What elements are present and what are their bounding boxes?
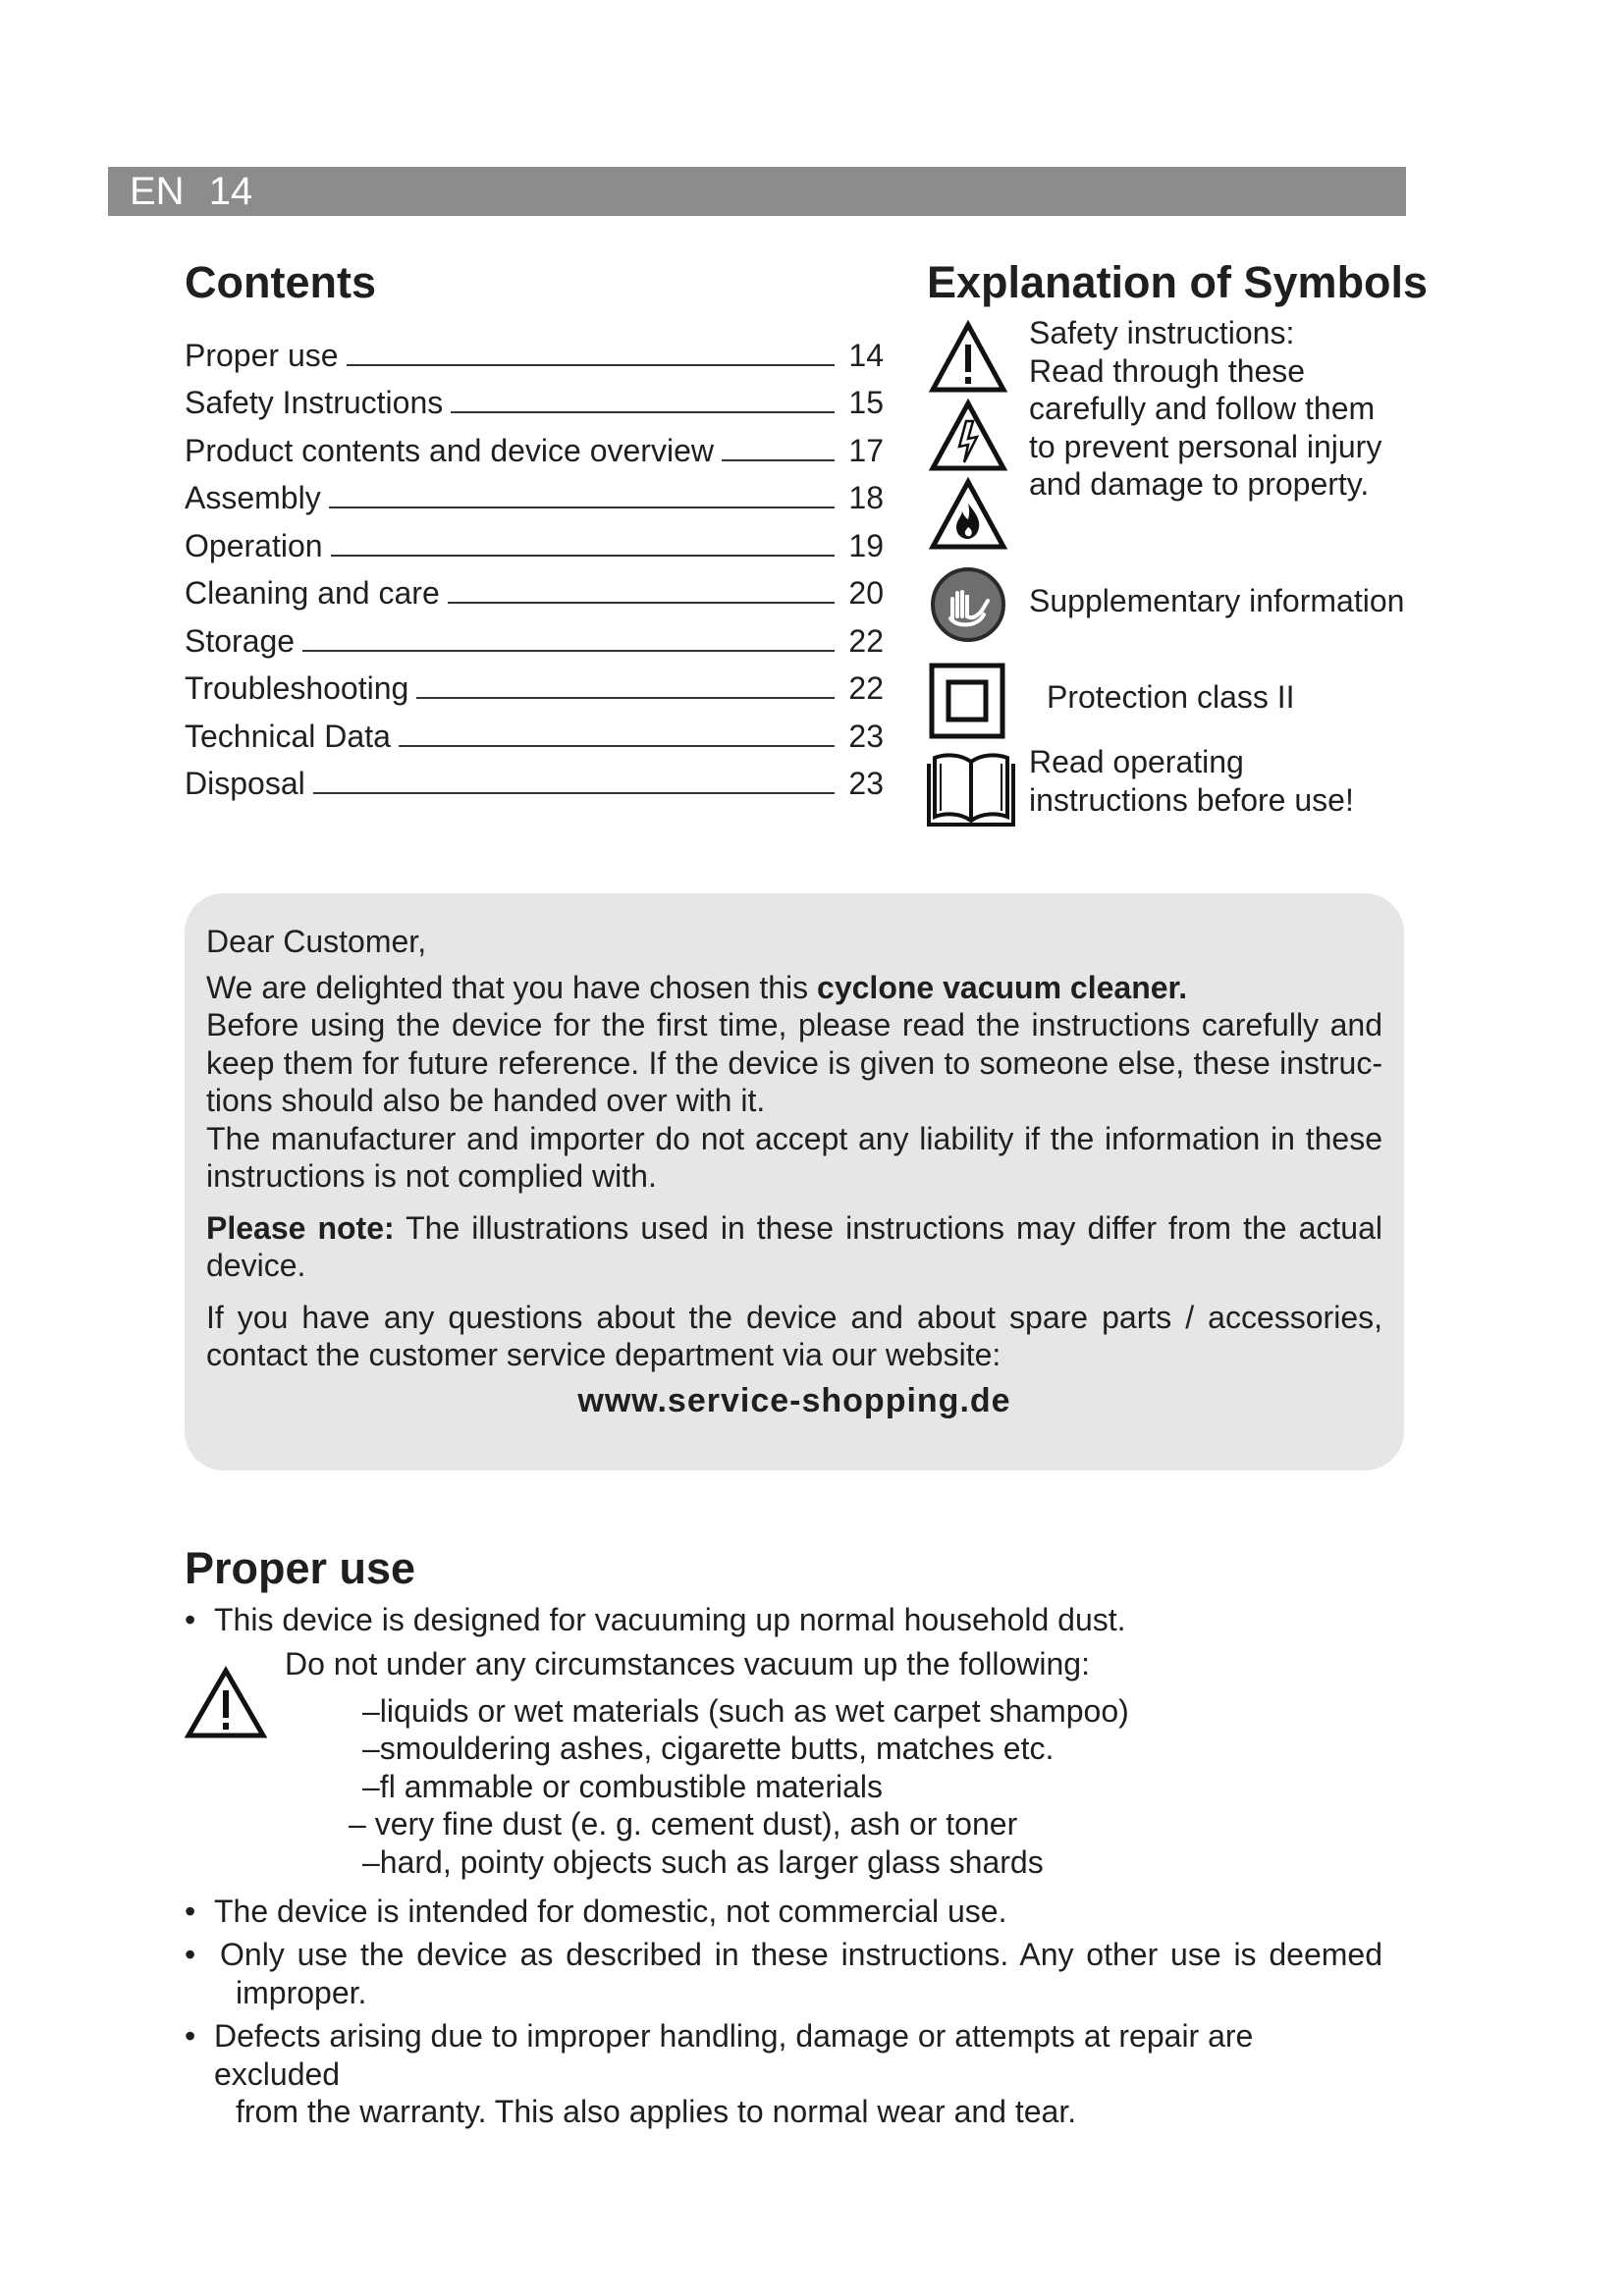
toc-item[interactable]: Assembly 18 (185, 480, 884, 515)
contents-title: Contents (185, 257, 376, 307)
toc-item[interactable]: Operation 19 (185, 527, 884, 563)
list-item: – very fine dust (e. g. cement dust), ash or toner (349, 1806, 1018, 1842)
toc-item[interactable]: Safety Instructions 15 (185, 385, 884, 420)
leader-line (313, 792, 835, 794)
warning-list (327, 1692, 1129, 1882)
please-note-paragraph: Please note: The illustrations used in these instructions may differ from the actual device. (206, 1209, 1383, 1283)
leader-line (329, 507, 835, 508)
intro-paragraph: We are delighted that you have chosen this cyclone vacuum cleaner. (206, 969, 1188, 1005)
leader-line (399, 745, 835, 747)
language-code: EN (130, 170, 185, 213)
customer-notice-box (185, 893, 1404, 1470)
warning-intro: Do not under any circumstances vacuum up the following: (285, 1645, 1090, 1682)
hazard-icons (927, 319, 1009, 555)
toc-item[interactable]: Storage 22 (185, 622, 884, 659)
page-header-bar (108, 167, 1406, 216)
book-icon (927, 750, 1015, 827)
toc-item[interactable]: Cleaning and care 20 (185, 575, 884, 611)
bullet-continuation: improper. (236, 1974, 367, 2010)
leader-line (448, 602, 835, 604)
greeting: Dear Customer, (206, 924, 427, 959)
list-item: –smouldering ashes, cigarette butts, matches etc. (362, 1731, 1055, 1766)
read-instructions-text: Read operating instructions before use! (1029, 744, 1354, 818)
warning-block (185, 1645, 1382, 1893)
symbols-title: Explanation of Symbols (927, 257, 1429, 307)
toc-item[interactable]: Technical Data 23 (185, 718, 884, 754)
leader-line (331, 555, 835, 557)
bullet-item: • Defects arising due to improper handling, damage or attempts at repair are excluded (185, 2017, 1382, 2093)
supplementary-text: Supplementary information (1029, 583, 1405, 618)
toc-item[interactable]: Proper use 14 (185, 337, 884, 373)
leader-line (451, 411, 835, 413)
toc-item[interactable]: Product contents and device overview 17 (185, 432, 884, 468)
liability-paragraph: The manufacturer and importer do not accept any liability if the information in these instructions is not complied with. (206, 1120, 1382, 1194)
list-item: –fl ammable or combustible materials (362, 1768, 883, 1804)
protection-class-2-icon (927, 661, 1009, 743)
proper-use-title: Proper use (185, 1543, 416, 1593)
hand-info-icon (927, 565, 1009, 644)
safety-symbol-text: Safety instructions: Read through these carefully and follow them to prevent personal injury and damage to property. (1029, 315, 1382, 502)
fire-hazard-icon (933, 482, 1003, 547)
bullet-item: • Only use the device as described in these instructions. Any other use is deemed (185, 1936, 1382, 1974)
contents-list (185, 326, 884, 802)
electric-hazard-icon (933, 403, 1003, 468)
website-link[interactable]: www.service-shopping.de (577, 1381, 1011, 1419)
page-number: 14 (208, 170, 253, 213)
proper-use-body (185, 1601, 1382, 2131)
list-item: –hard, pointy objects such as larger glass shards (362, 1843, 1044, 1880)
bullet-continuation: from the warranty. This also applies to normal wear and tear. (236, 2094, 1077, 2129)
usage-paragraph: Before using the device for the first time, please read the instructions carefully and keep them for future reference. If the device is given to someone else, these instruc-tions should also be handed over with it. (206, 1007, 1382, 1118)
protection-class-text: Protection class II (1047, 679, 1295, 715)
bullet-item: • This device is designed for vacuuming up normal household dust. (185, 1601, 1382, 1639)
leader-line (347, 364, 835, 366)
list-item: –liquids or wet materials (such as wet carpet shampoo) (362, 1692, 1129, 1729)
leader-line (302, 650, 835, 652)
leader-line (416, 697, 835, 699)
toc-item[interactable]: Disposal 23 (185, 766, 884, 801)
warning-icon (933, 325, 1003, 390)
toc-item[interactable]: Troubleshooting 22 (185, 670, 884, 706)
bullet-item: • The device is intended for domestic, not commercial use. (185, 1893, 1382, 1931)
warning-icon (185, 1665, 267, 1741)
contact-paragraph: If you have any questions about the device and about spare parts / accessories, contact the customer service department via our website: (206, 1299, 1382, 1372)
leader-line (722, 459, 835, 461)
